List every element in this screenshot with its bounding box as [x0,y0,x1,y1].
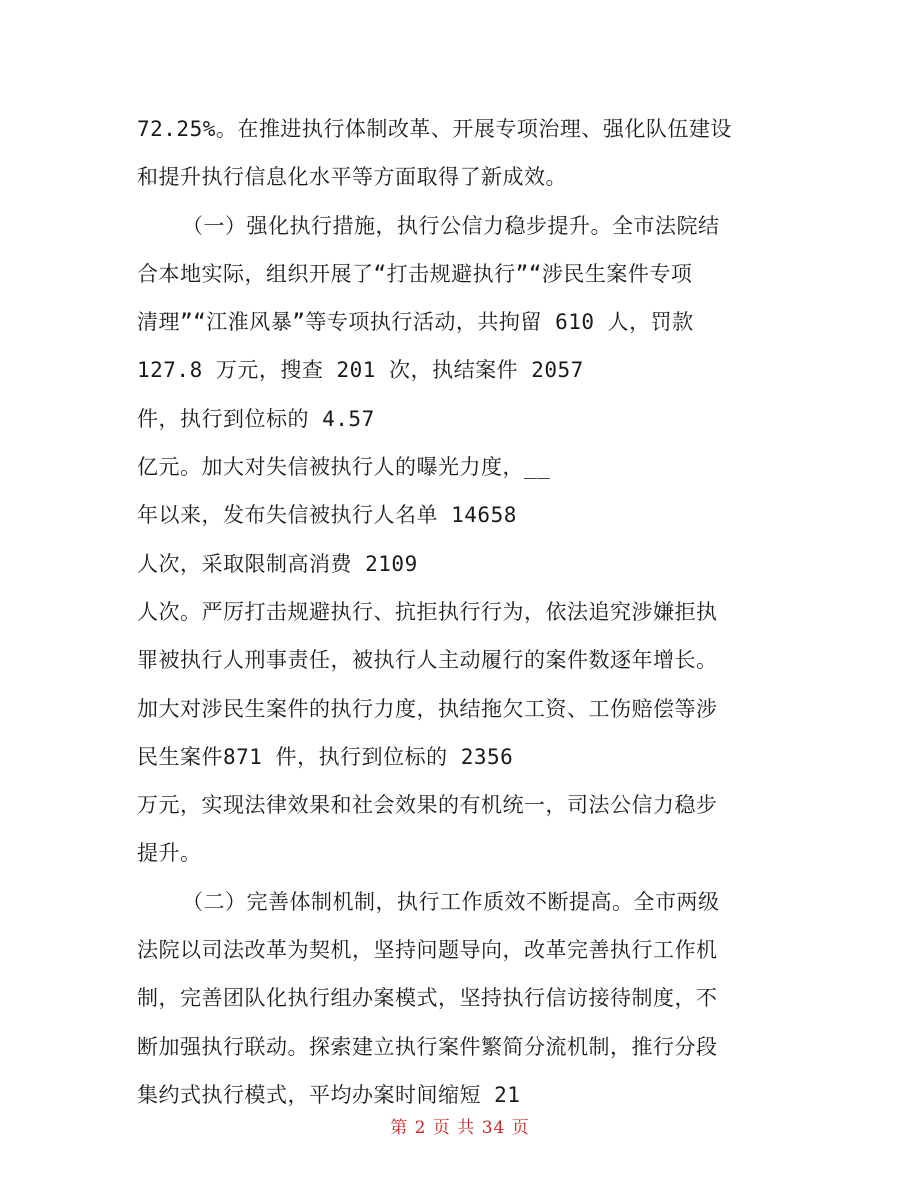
paragraph-line: 和提升执行信息化水平等方面取得了新成效。 [137,165,567,190]
paragraph-line: 合本地实际，组织开展了“打击规避执行”“涉民生案件专项 [137,261,693,286]
paragraph-line: 加大对涉民生案件的执行力度，执结拖欠工资、工伤赔偿等涉 [137,696,718,721]
paragraph-line: 提升。 [137,841,202,866]
page-number-footer: 第 2 页 共 34 页 [390,1118,530,1138]
paragraph-line: 集约式执行模式，平均办案时间缩短 21 [137,1082,521,1107]
paragraph-line: 断加强执行联动。探索建立执行案件繁简分流机制，推行分段 [137,1034,718,1059]
paragraph-line: 人次。严厉打击规避执行、抗拒执行行为，依法追究涉嫌拒执 [137,599,718,624]
paragraph-line: 72.25%。在推进执行体制改革、开展专项治理、强化队伍建设 [137,117,732,141]
paragraph-line: 127.8 万元，搜查 201 次，执结案件 2057 [137,358,584,383]
paragraph-line: 件，执行到位标的 4.57 [137,406,375,431]
paragraph-line: 万元，实现法律效果和社会效果的有机统一，司法公信力稳步 [137,793,718,818]
paragraph-line: 民生案件871 件，执行到位标的 2356 [137,744,514,769]
document-body [137,105,797,1119]
paragraph-line: 人次，采取限制高消费 2109 [137,551,418,576]
paragraph-line: 法院以司法改革为契机，坚持问题导向，改革完善执行工作机 [137,938,718,963]
section-heading-line: （二）完善体制机制，执行工作质效不断提高。全市两级 [182,889,720,914]
paragraph-line: 制，完善团队化执行组办案模式，坚持执行信访接待制度，不 [137,986,718,1011]
paragraph-line: 年以来，发布失信被执行人名单 14658 [137,503,517,528]
paragraph-line: 清理”“江淮风暴”等专项执行活动，共拘留 610 人，罚款 [137,310,694,335]
paragraph-line: 罪被执行人刑事责任，被执行人主动履行的案件数逐年增长。 [137,648,718,673]
section-heading-line: （一）强化执行措施，执行公信力稳步提升。全市法院结 [182,213,720,238]
paragraph-line: 亿元。加大对失信被执行人的曝光力度，__ [137,455,551,480]
